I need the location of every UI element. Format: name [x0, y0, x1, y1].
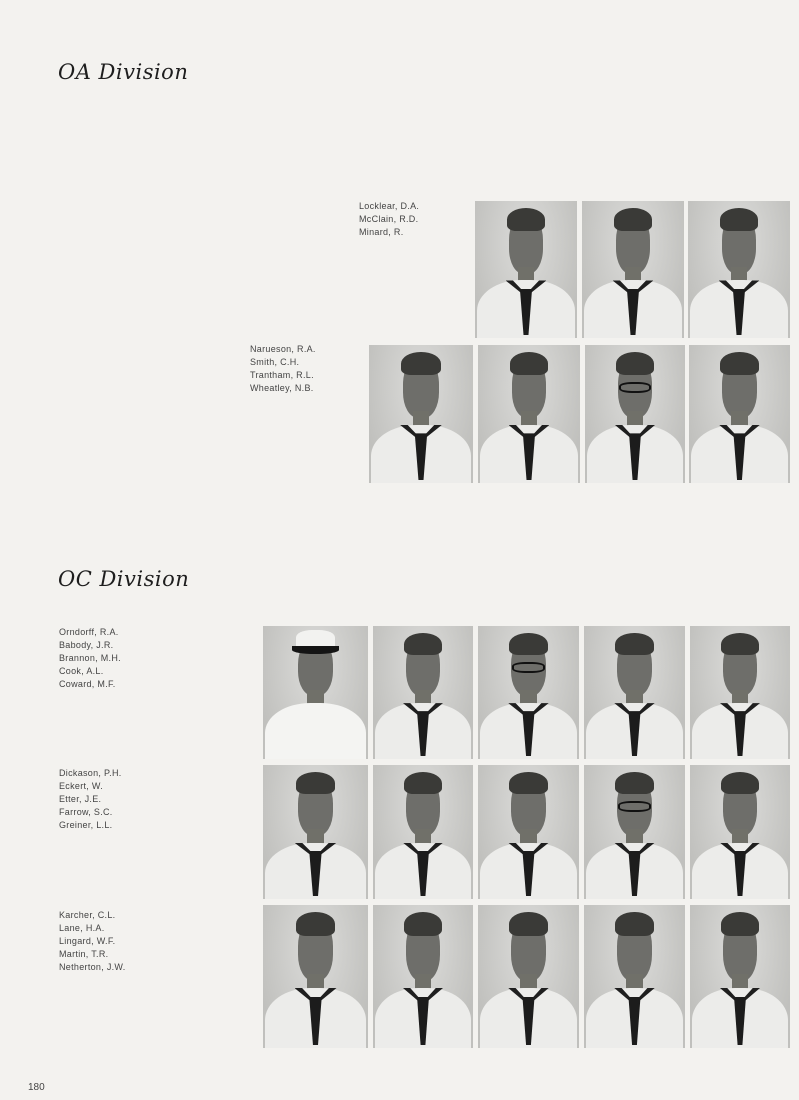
portrait-photo	[263, 626, 368, 759]
name-label: Babody, J.R.	[59, 640, 114, 650]
name-label: Lingard, W.F.	[59, 936, 116, 946]
name-label: Trantham, R.L.	[250, 370, 314, 380]
portrait-photo	[690, 905, 790, 1048]
portrait-photo	[690, 765, 790, 899]
portrait-photo	[373, 905, 473, 1048]
oa-division-heading: OA Division	[58, 60, 189, 84]
name-label: Wheatley, N.B.	[250, 383, 314, 393]
portrait-photo	[688, 201, 790, 338]
oc-names-group3	[59, 909, 126, 974]
portrait-photo	[584, 765, 685, 899]
name-label: Karcher, C.L.	[59, 910, 116, 920]
name-label: Locklear, D.A.	[359, 201, 420, 211]
name-label: Cook, A.L.	[59, 666, 104, 676]
portrait-photo	[478, 345, 580, 483]
name-label: Eckert, W.	[59, 781, 104, 791]
portrait-photo	[478, 626, 579, 759]
portrait-photo	[689, 345, 790, 483]
portrait-photo	[369, 345, 473, 483]
oc-names-group1	[59, 626, 121, 691]
name-label: Brannon, M.H.	[59, 653, 121, 663]
name-label: Martin, T.R.	[59, 949, 109, 959]
name-label: Netherton, J.W.	[59, 962, 126, 972]
name-label: Lane, H.A.	[59, 923, 105, 933]
name-label: McClain, R.D.	[359, 214, 419, 224]
portrait-photo	[585, 345, 685, 483]
oc-names-group2	[59, 767, 122, 832]
show-through-text	[230, 56, 239, 89]
name-label: Coward, M.F.	[59, 679, 116, 689]
portrait-photo	[584, 905, 685, 1048]
name-label: Farrow, S.C.	[59, 807, 113, 817]
name-label: Etter, J.E.	[59, 794, 102, 804]
name-label: Dickason, P.H.	[59, 768, 122, 778]
portrait-photo	[475, 201, 577, 338]
name-label: Minard, R.	[359, 227, 404, 237]
oc-division-heading: OC Division	[58, 567, 190, 591]
portrait-photo	[478, 905, 579, 1048]
name-label: Smith, C.H.	[250, 357, 300, 367]
name-label: Greiner, L.L.	[59, 820, 113, 830]
oa-names-group1	[359, 200, 419, 239]
name-label: Orndorff, R.A.	[59, 627, 119, 637]
portrait-photo	[373, 626, 473, 759]
portrait-photo	[690, 626, 790, 759]
name-label: Narueson, R.A.	[250, 344, 316, 354]
portrait-photo	[582, 201, 684, 338]
portrait-photo	[263, 905, 368, 1048]
page-number: 180	[28, 1082, 45, 1093]
portrait-photo	[263, 765, 368, 899]
portrait-photo	[373, 765, 473, 899]
oa-names-group2	[250, 343, 316, 395]
portrait-photo	[478, 765, 579, 899]
portrait-photo	[584, 626, 685, 759]
